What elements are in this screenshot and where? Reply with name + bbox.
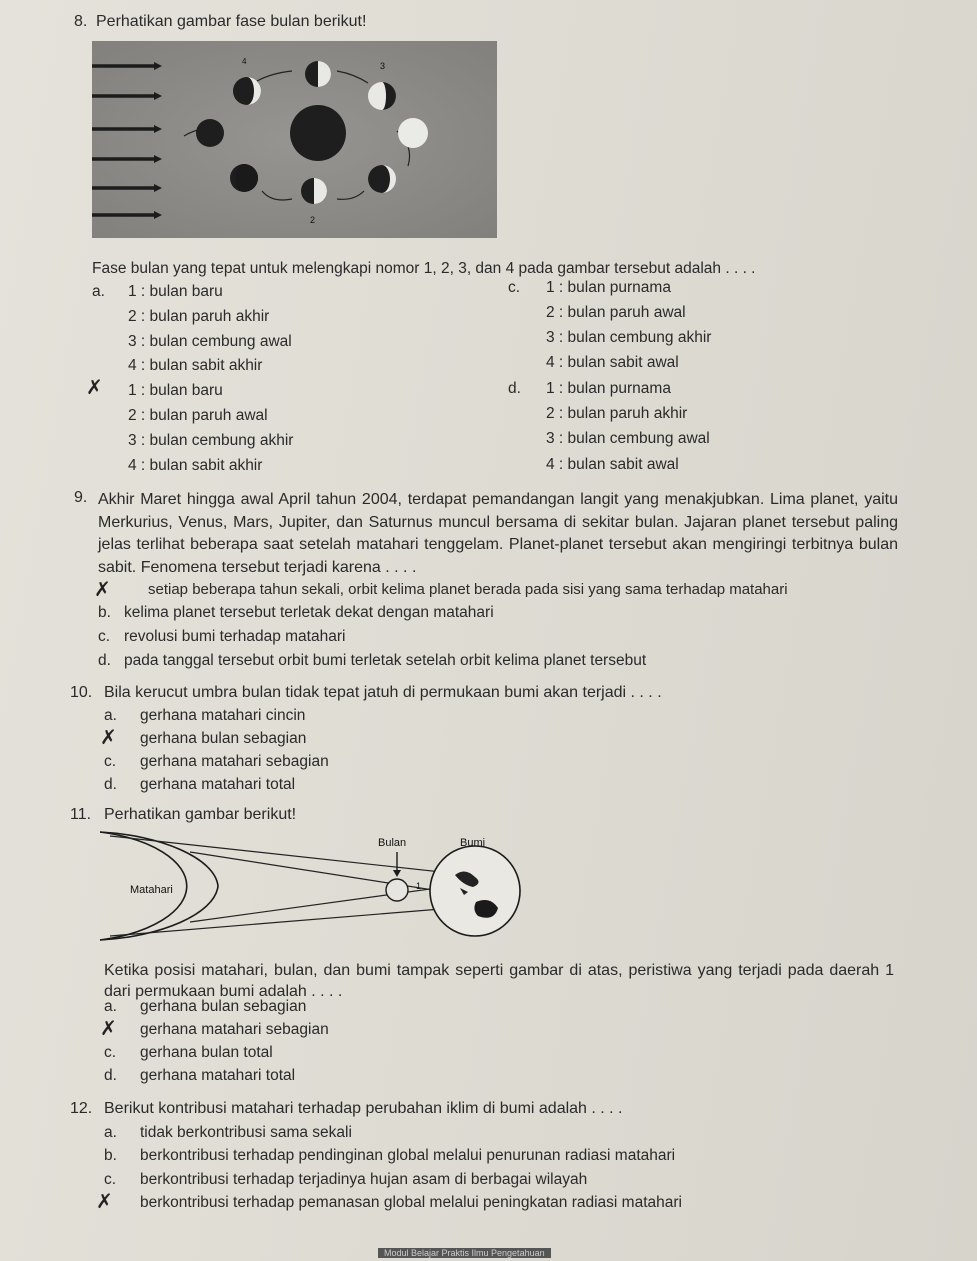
q8-option-c-line4: 4 : bulan sabit awal xyxy=(546,354,679,371)
q11-prompt: Perhatikan gambar berikut! xyxy=(104,806,297,823)
q8-option-a-line4: 4 : bulan sabit akhir xyxy=(128,357,263,374)
moon-label: Bulan xyxy=(378,837,407,849)
q10-option-c-letter[interactable]: c. xyxy=(104,753,117,770)
q8-question: Fase bulan yang tepat untuk melengkapi nomor 1, 2, 3, dan 4 pada gambar tersebut adalah . . . . xyxy=(92,260,756,277)
q10-option-d-letter[interactable]: d. xyxy=(104,776,117,793)
q9-option-d-letter[interactable]: d. xyxy=(98,652,111,669)
figure-label-2: 2 xyxy=(310,215,316,225)
q11-option-d-letter[interactable]: d. xyxy=(104,1067,117,1084)
q10-option-b[interactable]: gerhana bulan sebagian xyxy=(140,730,307,747)
q10-option-a[interactable]: gerhana matahari cincin xyxy=(140,707,306,724)
q8-option-d-line2: 2 : bulan paruh akhir xyxy=(546,405,688,422)
q9-option-b[interactable]: kelima planet tersebut terletak dekat dengan matahari xyxy=(124,604,494,621)
q8-option-b-line4: 4 : bulan sabit akhir xyxy=(128,457,263,474)
answer-cross-mark: ✗ xyxy=(96,1189,113,1213)
q8-option-b-line1: 1 : bulan baru xyxy=(128,382,223,399)
answer-cross-mark: ✗ xyxy=(86,375,103,399)
region-1-label: 1 xyxy=(416,881,422,891)
q10-option-c[interactable]: gerhana matahari sebagian xyxy=(140,753,329,770)
q8-option-c-line1: 1 : bulan purnama xyxy=(546,279,671,296)
q9-question: Akhir Maret hingga awal April tahun 2004, terdapat pemandangan langit yang menakjubkan. Lima planet, yaitu Merkurius, Venus, Mars, Jupiter, dan Saturnus muncul bersama di sekitar bulan. Jajaran planet tersebut paling jelas terlihat beberapa saat setelah matahari tenggelam. Planet-planet tersebut akan mengiringi terbitnya bulan sabit. Fenomena tersebut terjadi karena . . . . xyxy=(98,491,898,576)
q11-number: 11. xyxy=(70,806,92,823)
q11-question: Ketika posisi matahari, bulan, dan bumi tampak seperti gambar di atas, peristiwa yang terjadi pada daerah 1 dari permukaan bumi adalah . . . . xyxy=(104,962,894,1000)
q8-option-d-line4: 4 : bulan sabit awal xyxy=(546,456,679,473)
q11-option-b[interactable]: gerhana matahari sebagian xyxy=(140,1021,329,1038)
q8-option-d-letter[interactable]: d. xyxy=(508,380,521,397)
q10-option-a-letter[interactable]: a. xyxy=(104,707,117,724)
q9-option-c[interactable]: revolusi bumi terhadap matahari xyxy=(124,628,346,645)
q12-option-b-letter[interactable]: b. xyxy=(104,1147,117,1164)
q12-option-c[interactable]: berkontribusi terhadap terjadinya hujan asam di berbagai wilayah xyxy=(140,1171,588,1188)
q12-option-b[interactable]: berkontribusi terhadap pendinginan global melalui penurunan radiasi matahari xyxy=(140,1147,676,1164)
page-footer: Modul Belajar Praktis Ilmu Pengetahuan xyxy=(378,1248,551,1258)
q10-option-d[interactable]: gerhana matahari total xyxy=(140,776,296,793)
figure-label-4: 4 xyxy=(242,57,247,66)
q12-option-a-letter[interactable]: a. xyxy=(104,1124,117,1141)
answer-cross-mark: ✗ xyxy=(94,577,111,601)
q12-question: Berikut kontribusi matahari terhadap perubahan iklim di bumi adalah . . . . xyxy=(104,1100,623,1117)
q8-option-a-line2: 2 : bulan paruh akhir xyxy=(128,308,270,325)
moon-phase-figure xyxy=(92,41,497,238)
q8-option-b-line3: 3 : bulan cembung akhir xyxy=(128,432,294,449)
q11-option-a[interactable]: gerhana bulan sebagian xyxy=(140,998,307,1015)
q9-option-a[interactable]: setiap beberapa tahun sekali, orbit kelima planet berada pada sisi yang sama terhadap matahari xyxy=(148,581,788,598)
q8-option-d-line3: 3 : bulan cembung awal xyxy=(546,430,710,447)
q12-option-d[interactable]: berkontribusi terhadap pemanasan global melalui peningkatan radiasi matahari xyxy=(140,1194,682,1211)
q8-option-c-letter[interactable]: c. xyxy=(508,279,521,296)
q8-option-a-letter[interactable]: a. xyxy=(92,283,105,300)
moon-position-2 xyxy=(301,178,327,204)
answer-cross-mark: ✗ xyxy=(100,1016,117,1040)
moon-position-3 xyxy=(368,82,396,110)
earth-shape xyxy=(430,846,520,936)
q12-number: 12. xyxy=(70,1100,93,1117)
q8-option-c-line2: 2 : bulan paruh awal xyxy=(546,304,686,321)
q8-prompt: Perhatikan gambar fase bulan berikut! xyxy=(96,13,367,30)
eclipse-figure xyxy=(100,830,525,945)
q9-option-b-letter[interactable]: b. xyxy=(98,604,111,621)
moon-position-4 xyxy=(233,77,261,105)
moon-position-top xyxy=(305,61,331,87)
sun-label: Matahari xyxy=(130,884,173,896)
earth-label: Bumi xyxy=(460,837,486,849)
q9-number: 9. xyxy=(74,489,88,506)
q8-option-c-line3: 3 : bulan cembung akhir xyxy=(546,329,712,346)
q11-option-c-letter[interactable]: c. xyxy=(104,1044,117,1061)
q8-number: 8. xyxy=(74,13,88,30)
q8-option-a-line3: 3 : bulan cembung awal xyxy=(128,333,292,350)
q8-option-a-line1: 1 : bulan baru xyxy=(128,283,223,300)
q9-option-c-letter[interactable]: c. xyxy=(98,628,111,645)
q11-option-a-letter[interactable]: a. xyxy=(104,998,117,1015)
q10-question: Bila kerucut umbra bulan tidak tepat jatuh di permukaan bumi akan terjadi . . . . xyxy=(104,684,662,701)
moon-position-bottom-right xyxy=(368,165,396,193)
q11-option-c[interactable]: gerhana bulan total xyxy=(140,1044,273,1061)
q8-option-d-line1: 1 : bulan purnama xyxy=(546,380,671,397)
q10-number: 10. xyxy=(70,684,93,701)
q11-option-d[interactable]: gerhana matahari total xyxy=(140,1067,296,1084)
q12-option-c-letter[interactable]: c. xyxy=(104,1171,117,1188)
moon-position-right xyxy=(398,118,428,148)
q8-option-b-line2: 2 : bulan paruh awal xyxy=(128,407,268,424)
earth-shape xyxy=(290,105,346,161)
moon-shape xyxy=(386,879,408,901)
figure-label-3: 3 xyxy=(380,61,386,71)
moon-position-left xyxy=(196,119,224,147)
answer-cross-mark: ✗ xyxy=(100,725,117,749)
q12-option-a[interactable]: tidak berkontribusi sama sekali xyxy=(140,1124,352,1141)
moon-position-bottom-left xyxy=(230,164,258,192)
q9-option-d[interactable]: pada tanggal tersebut orbit bumi terletak setelah orbit kelima planet tersebut xyxy=(124,652,647,669)
